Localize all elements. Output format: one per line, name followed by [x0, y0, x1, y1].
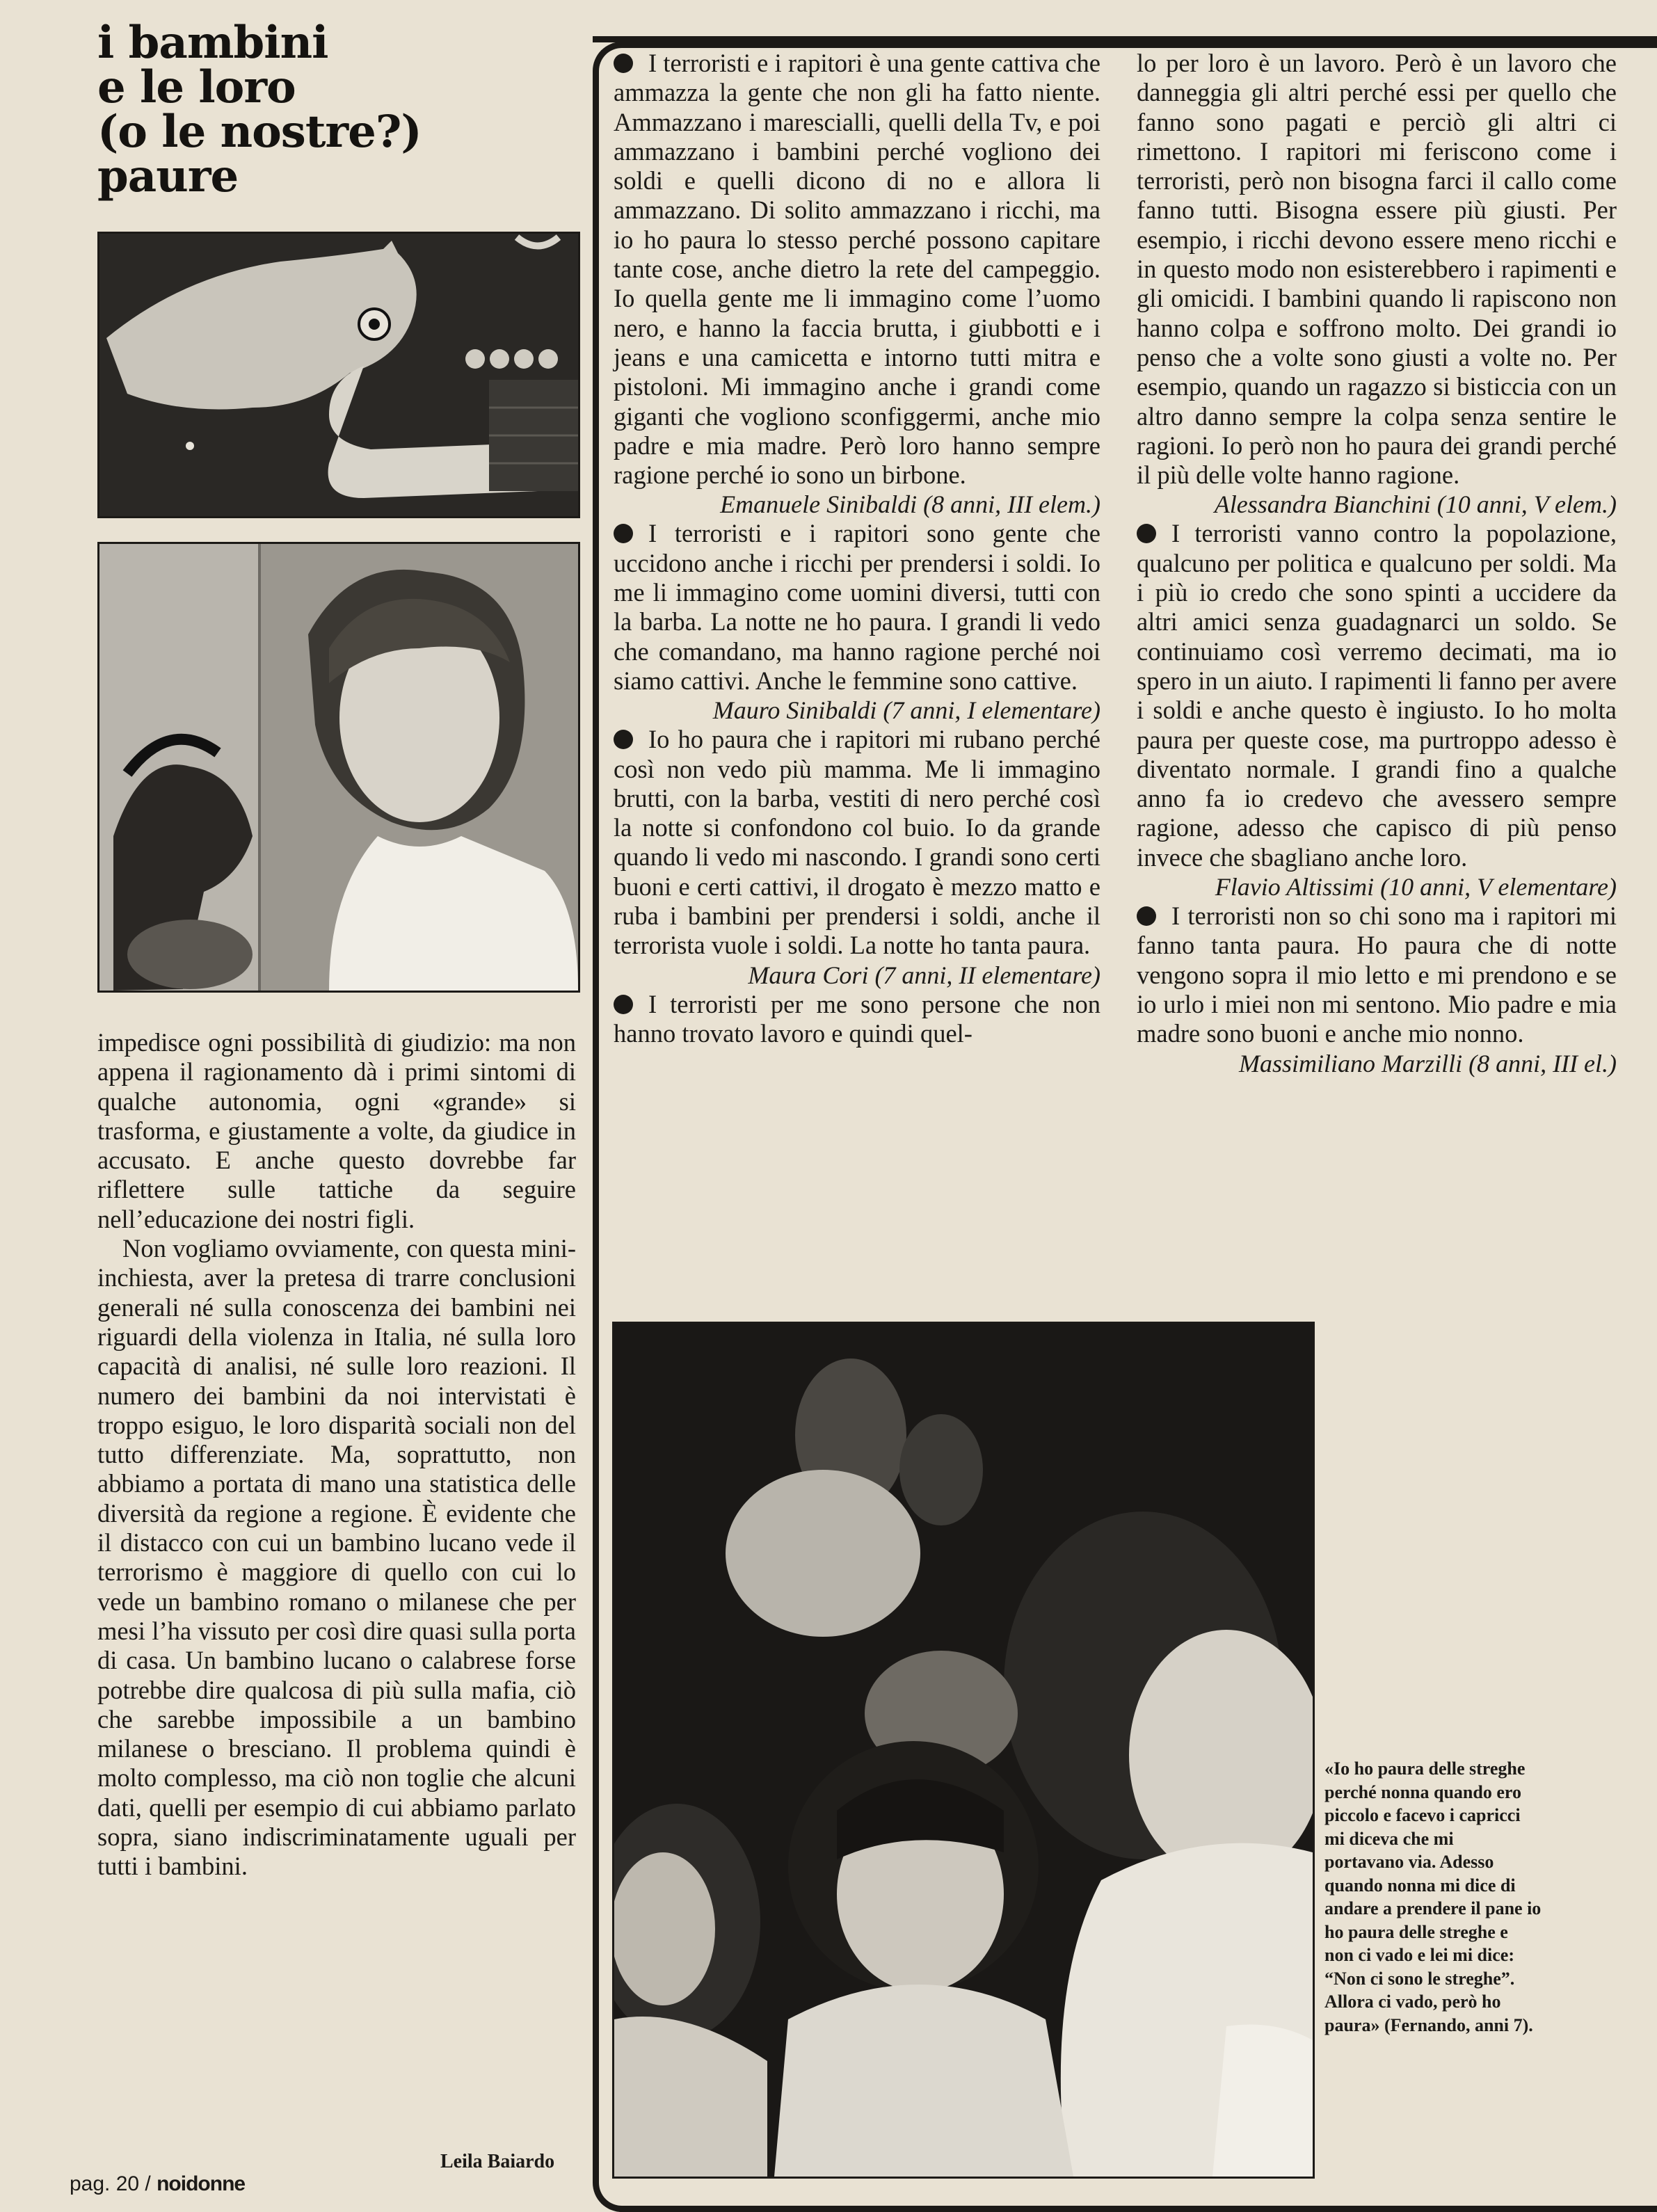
caption-line: perché nonna quando ero — [1324, 1781, 1521, 1802]
testimony-text: I terroristi per me sono persone che non hanno trovato lavoro e quindi quel- — [614, 989, 1100, 1048]
testimony-signature: Flavio Altissimi (10 anni, V elementare) — [1215, 873, 1617, 901]
article-paragraph: Non vogliamo ovviamente, con questa mini-inchiesta, aver la pretesa di trarre conclusioni generali né sulla conoscenza dei bambini nei riguardi della violenza in Italia, né sulla loro capacità di analisi, né sulle loro reazioni. Il numero dei bambini da noi intervistati è troppo esiguo, le loro disparità sociali non del tutto differenziate. Ma, soprattutto, non abbiamo a portata di mano una statistica delle diversità da regione a regione. È evidente che il distacco con cui un bambino lucano vede il terrorismo è maggiore di quello con cui lo vede un bambino romano o milanese che per mesi l’ha vissuto per così dire quasi sulla porta di casa. Un bambino lucano o calabrese forse potrebbe dire qualcosa di più sulla mafia, ciò che sarebbe impossibile a un bambino milanese o bresciano. Il problema quindi è molto complesso, ma ciò non toglie che alcuni dati, quelli per esempio di cui abbiamo parlato sopra, siano indiscriminatamente uguali per tutti i bambini. — [97, 1234, 576, 1881]
bullet-icon — [614, 995, 633, 1014]
bullet-icon — [1137, 906, 1156, 926]
article-author: Leila Baiardo — [440, 2151, 555, 2172]
photo-children-group — [612, 1322, 1315, 2179]
testimonies-column-2 — [1137, 49, 1617, 1078]
photo-caption — [1324, 1757, 1603, 2037]
testimony — [614, 519, 1100, 696]
testimony — [614, 990, 1100, 1049]
magazine-name: noidonne — [157, 2172, 246, 2195]
headline-line: e le loro — [97, 61, 296, 113]
testimonies-column-1 — [614, 49, 1100, 1048]
testimony-text: I terroristi vanno contro la popolazione, qualcuno per politica e qualcuno per soldi. Ma i più io credo che sono spinti a uccidere da altri amici senza guadagnarci un soldo. Se continuiamo così verremo decimati, ma io spero in un aiuto. I rapimenti li fanno per avere i soldi e anche questo è ingiusto. Io ho molta paura per queste cose, ma purtroppo adesso è diventato normale. I grandi fino a qualche anno fa io credevo che avessero sempre ragione, adesso che capisco di più penso invece che sbagliano anche loro. — [1137, 519, 1617, 872]
caption-line: ho paura delle streghe e — [1324, 1921, 1508, 1942]
testimony-signature: Mauro Sinibaldi (7 anni, I elementare) — [712, 696, 1100, 725]
caption-line: Allora ci vado, però ho — [1324, 1991, 1501, 2012]
testimony-text: I terroristi e i rapitori sono gente che uccidono anche i ricchi per prendersi i soldi. Io me li immagino come uomini diversi, tutti con la barba. La notte ne ho paura. I grandi li vedo che comandano, ma hanno ragione perché noi siamo cattivi. Anche le femmine sono cattive. — [614, 519, 1100, 695]
left-column — [97, 1028, 576, 1882]
caption-line: mi diceva che mi — [1324, 1828, 1454, 1849]
bullet-icon — [1137, 524, 1156, 543]
testimony — [1137, 519, 1617, 872]
caption-line: “Non ci sono le streghe”. — [1324, 1968, 1515, 1989]
testimony-text: lo per loro è un lavoro. Però è un lavoro che danneggia gli altri perché essi per quello che fanno sono pagati e perciò gli altri ci rimettono. I rapitori mi feriscono come i terroristi, però non bisogna farci il callo come fanno tutti. Bisogna essere più giusti. Per esempio, i ricchi devono essere meno ricchi e in questo modo non esisterebbero i rapimenti e gli omicidi. I bambini quando li rapiscono non hanno colpa e soffrono molto. Dei grandi io penso che a volte sono giusti a volte no. Per esempio, quando un ragazzo si bisticcia con un altro danno sempre la colpa senza sentire le ragioni. Io però non ho paura dei grandi perché il più delle volte hanno ragione. — [1137, 49, 1617, 490]
caption-line: andare a prendere il pane io — [1324, 1898, 1542, 1918]
caption-line: quando nonna mi dice di — [1324, 1875, 1516, 1896]
bullet-icon — [614, 730, 633, 749]
headline-line: (o le nostre?) — [97, 106, 422, 158]
headline-line: i bambini — [97, 17, 328, 69]
caption-line: portavano via. Adesso — [1324, 1852, 1494, 1872]
photo-child-drawing — [97, 232, 580, 518]
drawing-illustration — [99, 234, 578, 516]
bullet-icon — [614, 54, 633, 73]
caption-line: paura» (Fernando, anni 7). — [1324, 2014, 1533, 2035]
testimony-text: I terroristi e i rapitori è una gente cattiva che ammazza la gente che non gli ha fatto niente. Ammazzano i marescialli, quelli della Tv, e poi ammazzano i bambini perché vogliono dei soldi e quelli dicono di no e allora li ammazzano. Di solito ammazzano i ricchi, ma io ho paura lo stesso perché possono capitare tante cose, anche dietro la rete del campeggio. Io quella gente me li immagino come l’uomo nero, e hanno la faccia brutta, i giubbotti e i jeans e una camicetta e intorno tutti mitra e pistoloni. Mi immagino anche i grandi come giganti che vogliono sconfiggermi, anche mio padre e mia madre. Però loro hanno sempre ragione perché io sono un birbone. — [614, 49, 1100, 490]
caption-line: «Io ho paura delle streghe — [1324, 1758, 1526, 1779]
testimony-text: I terroristi non so chi sono ma i rapitori mi fanno tanta paura. Ho paura che di notte vengono sopra il mio letto e mi prendono e se io urlo i miei non mi sentono. Mio padre e mia madre sono buoni e anche mio nonno. — [1137, 901, 1617, 1048]
caption-line: piccolo e facevo i capricci — [1324, 1805, 1521, 1825]
testimony — [1137, 49, 1617, 490]
children-group-illustration — [614, 1324, 1313, 2177]
article-paragraph: impedisce ogni possibilità di giudizio: ma non appena il ragionamento dà i primi sintomi di qualche autonomia, ogni «grande» si trasforma, e giustamente a volte, da giudice in accusato. E anche questo dovrebbe far riflettere sulle tattiche da seguire nell’educazione dei nostri figli. — [97, 1028, 576, 1233]
photo-child-with-puppet — [97, 542, 580, 993]
testimony-signature: Emanuele Sinibaldi (8 anni, III elem.) — [720, 490, 1100, 519]
testimony — [1137, 901, 1617, 1048]
testimony — [614, 49, 1100, 490]
testimony-text: Io ho paura che i rapitori mi rubano perché così non vedo più mamma. Me li immagino brutti, con la barba, vestiti di nero perché così la notte si confondono col buio. Io da grande quando li vedo mi nascondo. I grandi sono certi buoni e certi cattivi, il drogato è mezzo matto e ruba i bambini per prendersi i soldi, anche il terrorista vuole i soldi. La notte ho tanta paura. — [614, 725, 1100, 960]
page-title — [97, 17, 529, 202]
testimony-signature: Massimiliano Marzilli (8 anni, III el.) — [1239, 1049, 1617, 1077]
caption-line: non ci vado e lei mi dice: — [1324, 1945, 1514, 1965]
testimony-signature: Alessandra Bianchini (10 anni, V elem.) — [1214, 490, 1617, 519]
headline-line: paure — [97, 150, 239, 202]
page-number: pag. 20 / — [70, 2172, 151, 2195]
child-puppet-illustration — [99, 544, 578, 991]
bullet-icon — [614, 524, 633, 543]
testimony-signature: Maura Cori (7 anni, II elementare) — [748, 961, 1100, 989]
page-footer — [70, 2172, 245, 2196]
testimony — [614, 725, 1100, 960]
